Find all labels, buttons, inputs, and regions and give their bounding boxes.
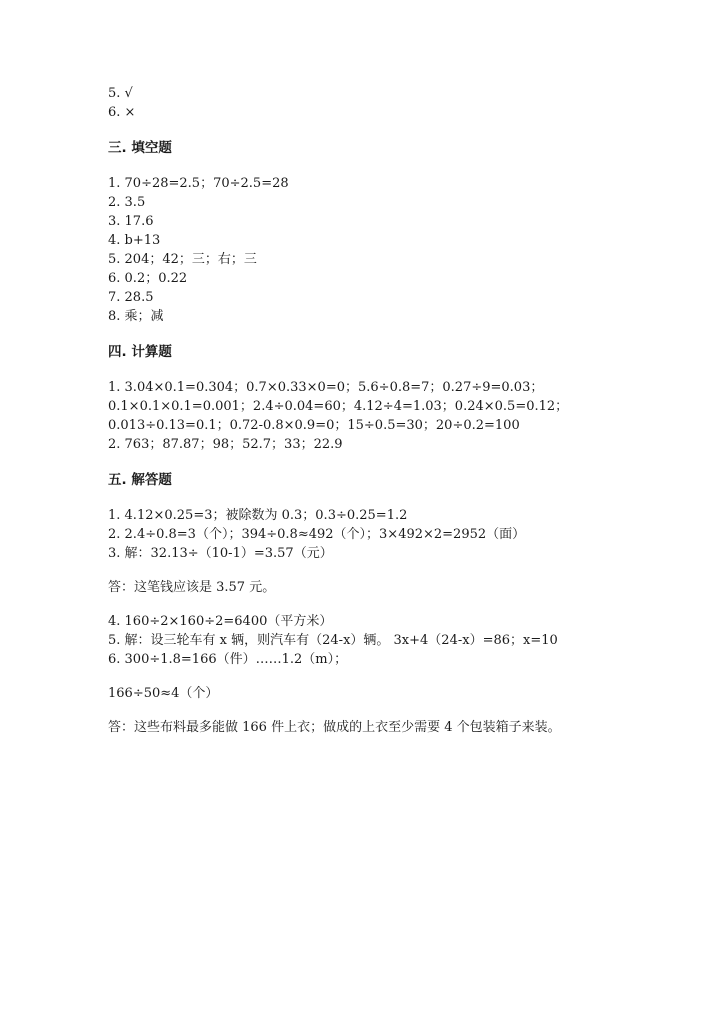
problem-answer-3: 3. 解：32.13÷（10-1）=3.57（元） bbox=[108, 546, 333, 561]
problem-6-calculation: 166÷50≈4（个） bbox=[108, 686, 219, 701]
calc-answer-line-1: 1. 3.04×0.1=0.304；0.7×0.33×0=0；5.6÷0.8=7；0.27÷9=0.03； bbox=[108, 380, 544, 395]
calc-answer-line-4: 2. 763；87.87；98；52.7；33；22.9 bbox=[108, 437, 343, 452]
problem-6-conclusion: 答：这些布料最多能做 166 件上衣；做成的上衣至少需要 4 个包装箱子来装。 bbox=[108, 720, 561, 735]
problem-answer-4: 4. 160÷2×160÷2=6400（平方米） bbox=[108, 614, 333, 629]
section-calculation-title: 四. 计算题 bbox=[108, 344, 172, 360]
problem-answer-5: 5. 解：设三轮车有 x 辆，则汽车有（24-x）辆。 3x+4（24-x）=86；x=10 bbox=[108, 633, 558, 648]
fill-answer-3: 3. 17.6 bbox=[108, 214, 154, 229]
judge-answer-6: 6. × bbox=[108, 105, 136, 120]
section-fill-in-title: 三. 填空题 bbox=[108, 140, 172, 156]
fill-answer-4: 4. b+13 bbox=[108, 233, 161, 248]
fill-answer-2: 2. 3.5 bbox=[108, 195, 146, 210]
calc-answer-line-3: 0.013÷0.13=0.1；0.72-0.8×0.9=0；15÷0.5=30；20÷0.2=100 bbox=[108, 418, 520, 433]
fill-answer-6: 6. 0.2；0.22 bbox=[108, 271, 188, 286]
problem-3-conclusion: 答：这笔钱应该是 3.57 元。 bbox=[108, 580, 276, 595]
problem-answer-6: 6. 300÷1.8=166（件）……1.2（m）； bbox=[108, 652, 348, 667]
problem-answer-2: 2. 2.4÷0.8=3（个）；394÷0.8≈492（个）；3×492×2=2952（面） bbox=[108, 527, 526, 542]
judge-answer-5: 5. √ bbox=[108, 86, 133, 101]
fill-answer-5: 5. 204；42；三；右；三 bbox=[108, 252, 257, 267]
problem-answer-1: 1. 4.12×0.25=3；被除数为 0.3；0.3÷0.25=1.2 bbox=[108, 508, 408, 523]
answer-page bbox=[108, 84, 608, 737]
calc-answer-line-2: 0.1×0.1×0.1=0.001；2.4÷0.04=60；4.12÷4=1.03；0.24×0.5=0.12； bbox=[108, 399, 569, 414]
fill-answer-7: 7. 28.5 bbox=[108, 290, 154, 305]
section-word-problems-title: 五. 解答题 bbox=[108, 472, 172, 488]
fill-answer-1: 1. 70÷28=2.5；70÷2.5=28 bbox=[108, 176, 289, 191]
fill-answer-8: 8. 乘；减 bbox=[108, 309, 164, 324]
